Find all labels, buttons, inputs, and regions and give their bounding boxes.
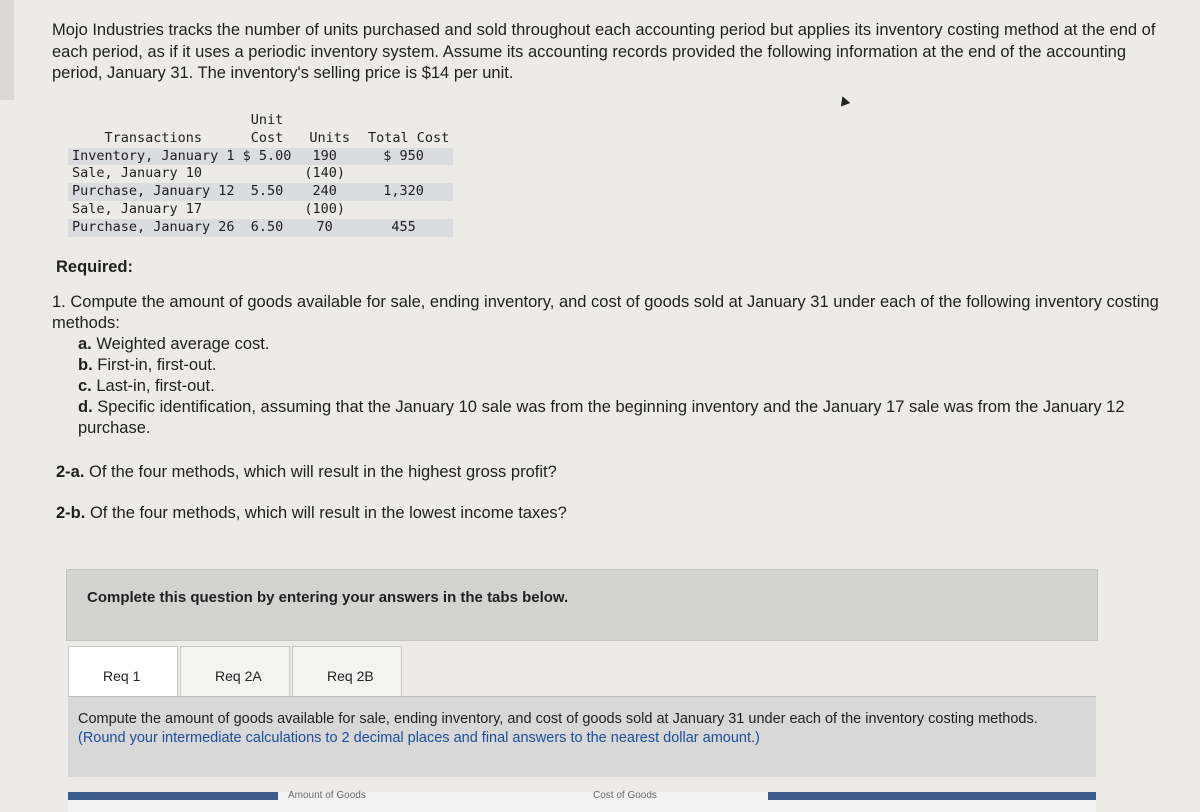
header-unit-cost-line2: Cost [250,129,284,146]
header-transactions: Transactions [104,129,203,146]
requirement-1b [52,355,1177,376]
requirement-1d-text: Specific identification, assuming that the January 10 sale was from the beginning inventory and the January 17 sale was from the January 12 purchase. [78,398,1125,437]
requirement-1b-label: b. [78,356,93,374]
header-unit-cost [239,112,296,148]
mouse-cursor-icon [838,95,850,107]
cell-total-cost: 1,320 [354,183,453,201]
tab-req-2b[interactable]: Req 2B [292,646,402,696]
answer-table-header [68,792,1096,812]
header-cost-of-goods: Cost of Goods [593,790,657,801]
instructions-rounding-note: (Round your intermediate calculations to 2 decimal places and final answers to the nearest dollar amount.) [78,730,760,746]
requirement-1-text: Compute the amount of goods available for sale, ending inventory, and cost of goods sold at January 31 under each of the following inventory costing methods: [52,293,1159,332]
cell-transaction: Inventory, January 1 [68,148,239,166]
answer-table-header-strip-right [768,792,1096,800]
table-row [68,165,453,183]
requirement-1c-text: Last-in, first-out. [96,377,215,395]
table-row [68,201,453,219]
left-edge-shadow [0,0,14,100]
table-row [68,148,453,166]
cell-total-cost: $ 950 [354,148,453,166]
cell-unit-cost: 6.50 [239,219,296,237]
header-unit-cost-line1: Unit [250,112,284,128]
cell-total-cost [354,165,453,183]
problem-intro: Mojo Industries tracks the number of units purchased and sold throughout each accounting period but applies its inventory costing method at the end of each period, as if it uses a periodic inventory system. Assume its accounting records provided the following information at the end of the accounting period, January 31. The inventory's selling price is $14 per unit. [52,21,1156,82]
requirement-1c-label: c. [78,377,92,395]
header-amount-of-goods: Amount of Goods [288,790,366,801]
cell-unit-cost: 5.50 [239,183,296,201]
requirements-list [52,292,1177,439]
requirement-1d [52,397,1177,439]
requirement-1d-label: d. [78,398,93,416]
requirement-1 [52,292,1177,334]
requirement-1c [52,376,1177,397]
requirement-1a-label: a. [78,335,92,353]
required-heading: Required: [56,258,134,276]
tab-instructions [78,710,1068,748]
cell-transaction: Sale, January 10 [72,165,203,182]
requirement-1a-text: Weighted average cost. [96,335,270,353]
complete-question-banner [66,569,1098,641]
header-total-cost: Total Cost [367,129,450,146]
complete-question-text: Complete this question by entering your answers in the tabs below. [87,589,569,606]
cell-units: 240 [295,183,354,201]
cell-unit-cost [239,201,296,219]
cell-unit-cost: $ 5.00 [239,148,296,166]
requirement-2a-label: 2-a. [56,463,85,481]
requirement-2b-text: Of the four methods, which will result in the lowest income taxes? [89,504,567,522]
requirement-2b-label: 2-b. [56,504,86,522]
answer-table-header-strip-left [68,792,278,800]
requirement-1b-text: First-in, first-out. [97,356,217,374]
cell-transaction: Purchase, January 26 [68,219,239,237]
table-row [68,219,453,237]
header-units: Units [309,129,350,146]
cell-total-cost [354,201,453,219]
requirement-1a [52,334,1177,355]
requirement-1-number: 1. [52,293,66,311]
requirement-2a-text: Of the four methods, which will result in the highest gross profit? [89,463,557,481]
requirement-2b [56,504,567,523]
inventory-data-table [68,112,453,237]
cell-units: 70 [295,219,354,237]
tab-req-2a[interactable]: Req 2A [180,646,290,696]
cell-transaction: Sale, January 17 [72,200,203,217]
table-header-row [68,112,453,148]
tab-req-1[interactable]: Req 1 [68,646,178,696]
instructions-main: Compute the amount of goods available for sale, ending inventory, and cost of goods sold at January 31 under each of the inventory costing methods. [78,711,1038,727]
requirement-2a [56,463,557,482]
cell-total-cost: 455 [354,219,453,237]
cell-transaction: Purchase, January 12 [68,183,239,201]
cell-unit-cost [239,165,296,183]
answer-panel [68,696,1096,777]
table-row [68,183,453,201]
cell-units: (140) [304,165,345,182]
cell-units: (100) [304,200,345,217]
cell-units: 190 [295,148,354,166]
